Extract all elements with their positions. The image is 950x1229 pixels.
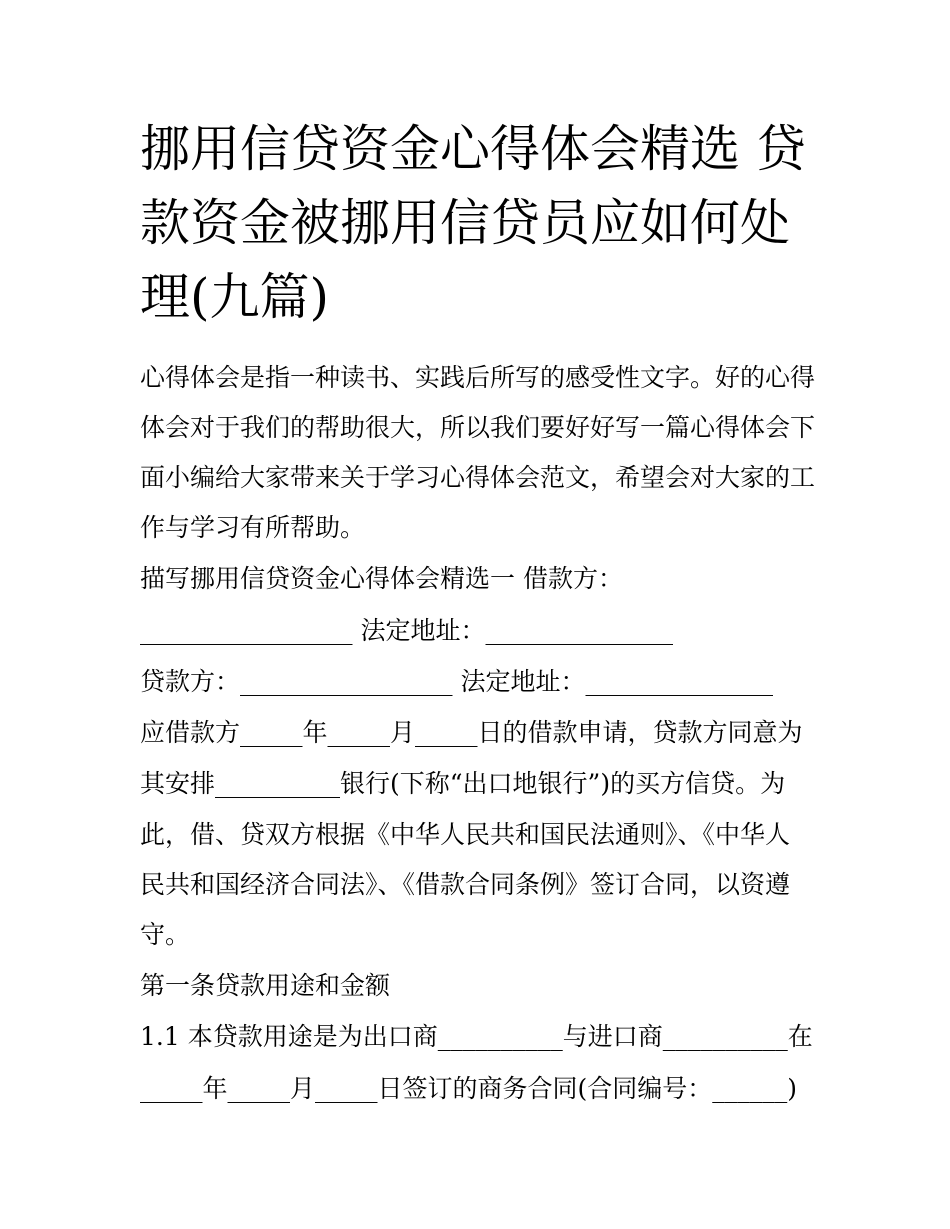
body-line: 民共和国经济合同法》、《借款合同条例》签订合同，以资遵	[140, 870, 791, 899]
title-line: 挪用信贷资金心得体会精选 贷	[140, 120, 806, 178]
body-line: _________________ 法定地址：_______________	[140, 616, 673, 645]
body-line: 体会对于我们的帮助很大，所以我们要好好写一篇心得体会下	[140, 413, 816, 442]
body-line: 心得体会是指一种读书、实践后所写的感受性文字。好的心得	[140, 363, 816, 392]
document-title	[140, 112, 820, 334]
body-line: _____年_____月_____日签订的商务合同(合同编号：______)	[140, 1074, 798, 1103]
body-line: 1.1 本贷款用途是为出口商__________与进口商__________在	[140, 1022, 813, 1051]
body-line: 贷款方：_________________ 法定地址：_______________	[140, 667, 773, 696]
title-line: 理(九篇)	[140, 268, 330, 326]
title-line: 款资金被挪用信贷员应如何处	[140, 194, 790, 252]
body-line: 守。	[140, 920, 191, 949]
body-line: 此，借、贷双方根据《中华人民共和国民法通则》、《中华人	[140, 820, 791, 849]
body-line: 应借款方_____年_____月_____日的借款申请，贷款方同意为	[140, 718, 803, 747]
body-line: 面小编给大家带来关于学习心得体会范文，希望会对大家的工	[140, 463, 816, 492]
body-line: 其安排__________银行(下称“出口地银行”)的买方信贷。为	[140, 769, 786, 798]
body-line: 作与学习有所帮助。	[140, 513, 366, 542]
body-line: 描写挪用信贷资金心得体会精选一 借款方：	[140, 564, 623, 593]
body-line: 第一条贷款用途和金额	[140, 971, 391, 1000]
